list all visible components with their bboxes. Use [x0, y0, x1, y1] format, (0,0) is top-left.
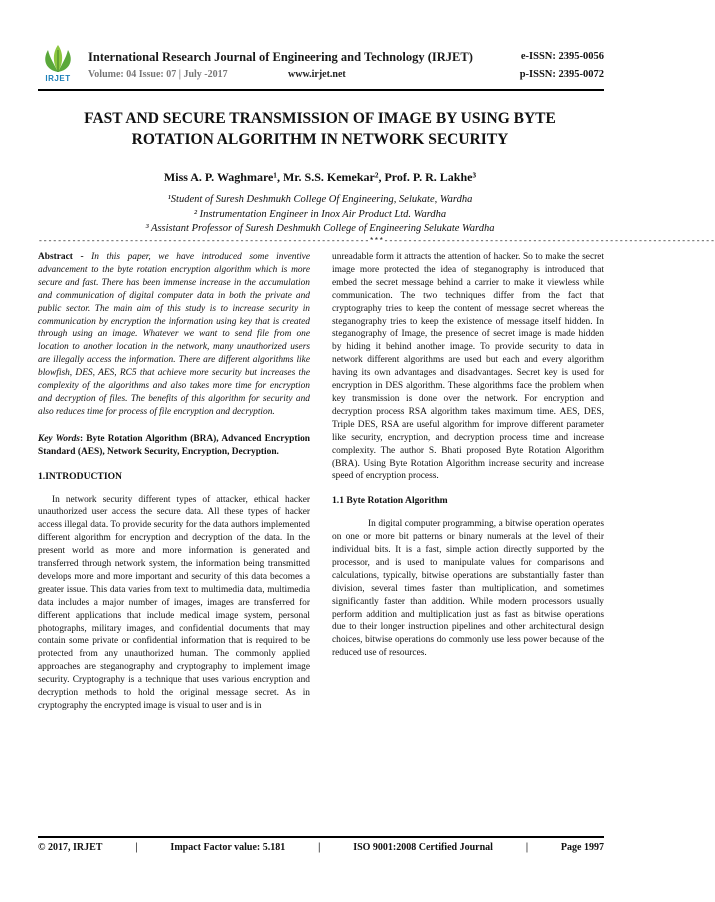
intro-heading: 1.INTRODUCTION: [38, 470, 122, 482]
abstract: [38, 251, 310, 419]
section-separator: ---------------------------------------------------------------------***---------------------------------------------------------------------: [38, 237, 715, 246]
section-heading: 1.1 Byte Rotation Algorithm: [332, 495, 448, 507]
pissn: p-ISSN: 2395-0072: [519, 69, 604, 80]
right-column: [332, 251, 604, 660]
journal-header: [38, 44, 604, 86]
intro-paragraph: In network security different types of attacker, ethical hacker unauthorized user access the secure data. All these types of hacker access illegal data. To provide security for the data authors implemented different algorithm for encryption and decryption of the data. In the present world as more and more information is generated and transferred through network system, the information being transmitted develops more and more important and security of this data becomes a greater issue. This data varies from text to multimedia data, multimedia data includes a major number of images, images are transferred for different applications that include medical image system, personal photographs, military images, and confidential documents that may contain some private or confidential information that is required to be protected from any unauthorized human. The commonly applied approaches are steganography and cryptography to implement image security. Cryptography is a technique that uses various encryption and decryption methods to hold the original message secret. As in cryptography the encrypted image is visual to user and is in: [38, 494, 310, 711]
volume-issue: Volume: 04 Issue: 07 | July -2017: [88, 69, 228, 80]
irjet-logo: [38, 44, 78, 86]
footer-divider: [38, 836, 604, 838]
continued-paragraph: unreadable form it attracts the attention of hacker. So to make the secret image more protected the idea of steganography is introduced that embed the secret message behind a carrier to make it viewless while communication. The two techniques differ from the fact that cryptography tries to keep the content of message secret whereas the steganography tries to keep the existence of message itself hidden. In steganography of Image, the presence of secret image is made hidden by hiding it behind another image. To provide security to data in network different algorithms are used but each and every algorithm having its own advantages and disadvantages. Secret key is used for encryption in DES algorithm. These algorithms face the problem when key transmission is done over the network. For encryption and decryption process RSA algorithm takes maximum time. AES, DES, Triple DES, RSA are useful algorithm for improve different parameter like security, encryption, and decryption process time and increase complexity. The author S. Bhati proposed Byte Rotation Algorithm (BRA). Using Byte Rotation Algorithm increase security and increase speed of encryption process.: [332, 252, 604, 482]
footer-impact-factor: Impact Factor value: 5.181: [170, 842, 286, 853]
section-paragraph: In digital computer programming, a bitwise operation operates on one or more bit patterns or binary numerals at the level of their individual bits. It is a fast, simple action directly supported by the processor, and is used to manipulate values for comparisons and calculations, typically, bitwise operations are substantially faster than division, several times faster than multiplication, and sometimes significantly faster than addition. While modern processors usually perform addition and multiplication just as fast as bitwise operations due to their longer instruction pipelines and other architectural design choices, bitwise operations do commonly use less power because of the reduced use of resources.: [332, 519, 604, 659]
footer-divider-1: |: [135, 842, 138, 853]
footer-iso: ISO 9001:2008 Certified Journal: [353, 842, 493, 853]
footer-divider-3: |: [525, 842, 529, 853]
left-column: [38, 251, 310, 713]
eissn: e-ISSN: 2395-0056: [520, 51, 604, 62]
keywords-label: Key Words: [38, 433, 80, 444]
leaf-logo-icon: [38, 44, 78, 74]
keywords-text: : Byte Rotation Algorithm (BRA), Advanced Encryption Standard (AES), Network Security, Encryption, Decryption.: [38, 433, 310, 457]
header-divider: [38, 89, 604, 91]
footer-divider-2: |: [318, 842, 321, 853]
page-footer: [38, 842, 604, 853]
author-affiliations: [60, 193, 580, 237]
logo-wordmark: IRJET: [45, 74, 71, 83]
keywords: [38, 433, 310, 459]
affiliation-2: ² Instrumentation Engineer in Inox Air Product Ltd. Wardha: [193, 208, 447, 220]
abstract-label: Abstract -: [38, 252, 92, 262]
footer-page-number: Page 1997: [560, 842, 604, 853]
affiliation-3: ³ Assistant Professor of Suresh Deshmukh College of Engineering Selukate Wardha: [145, 223, 495, 234]
journal-website-link[interactable]: www.irjet.net: [288, 69, 346, 80]
paper-title: FAST AND SECURE TRANSMISSION OF IMAGE BY USING BYTE ROTATION ALGORITHM IN NETWORK SECURITY: [84, 110, 556, 148]
affiliation-1: ¹Student of Suresh Deshmukh College Of Engineering, Selukate, Wardha: [167, 194, 473, 205]
abstract-text: In this paper, we have introduced some inventive advancement to the byte rotation encryption algorithm which is more secure and fast. There has been immense increase in the accumulation and communication of digital computer data in both the private and public sector. The main aim of this study is to increase security in communication by encryption the information using key that is created through using an image. Whatever we want to send file from one location to another location in the network, many unauthorized users are illegally access the information. There are different algorithms like blowfish, DES, AES, RC5 that achieve more security but increases the complexity of the algorithms and also takes more time for encryption and decryption of files. The benefits of this algorithm for security and also reduces time for process of file encryption and decryption.: [38, 252, 310, 417]
footer-copyright: © 2017, IRJET: [38, 842, 103, 853]
journal-title: International Research Journal of Engineering and Technology (IRJET): [88, 50, 473, 64]
paper-authors: Miss A. P. Waghmare¹, Mr. S.S. Kemekar², Prof. P. R. Lakhe³: [163, 170, 477, 184]
